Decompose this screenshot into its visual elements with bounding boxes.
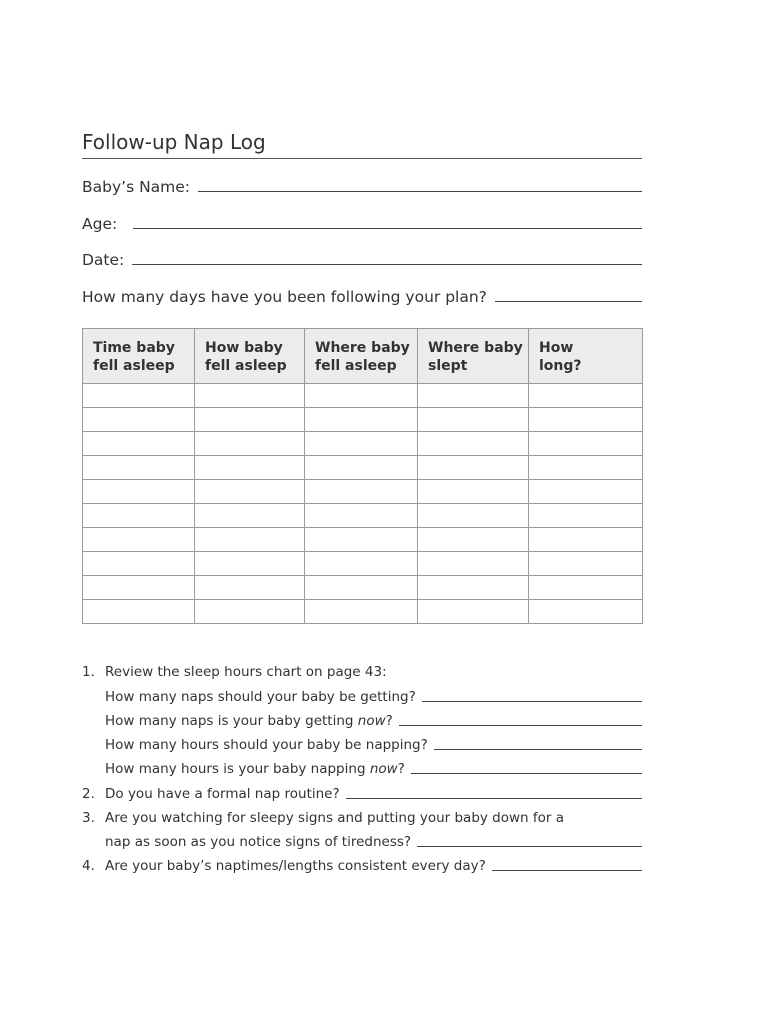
table-cell[interactable] bbox=[418, 408, 529, 432]
table-cell[interactable] bbox=[305, 456, 418, 480]
table-cell[interactable] bbox=[195, 504, 305, 528]
answer-line[interactable] bbox=[399, 724, 642, 726]
age-input-line[interactable] bbox=[133, 227, 642, 229]
answer-line[interactable] bbox=[346, 797, 642, 799]
answer-line[interactable] bbox=[492, 869, 642, 871]
header-how-fell-asleep: How baby fell asleep bbox=[195, 329, 305, 384]
table-cell[interactable] bbox=[305, 504, 418, 528]
question-text: How many naps is your baby getting now? bbox=[105, 713, 393, 729]
date-field bbox=[82, 251, 642, 269]
table-cell[interactable] bbox=[83, 504, 195, 528]
table-cell[interactable] bbox=[195, 432, 305, 456]
baby-name-input-line[interactable] bbox=[198, 190, 642, 192]
table-cell[interactable] bbox=[83, 384, 195, 408]
table-cell[interactable] bbox=[418, 456, 529, 480]
table-cell[interactable] bbox=[529, 576, 643, 600]
days-following-field bbox=[82, 288, 642, 306]
table-cell[interactable] bbox=[418, 528, 529, 552]
table-row bbox=[83, 528, 643, 552]
question-number: 1. bbox=[82, 664, 95, 680]
table-row bbox=[83, 456, 643, 480]
answer-line[interactable] bbox=[417, 845, 642, 847]
question-text: Review the sleep hours chart on page 43: bbox=[105, 664, 387, 680]
nap-log-table bbox=[82, 328, 643, 624]
table-cell[interactable] bbox=[195, 552, 305, 576]
header-how-long: How long? bbox=[529, 329, 643, 384]
table-cell[interactable] bbox=[195, 600, 305, 624]
header-where-slept: Where baby slept bbox=[418, 329, 529, 384]
header-where-fell-asleep: Where baby fell asleep bbox=[305, 329, 418, 384]
table-cell[interactable] bbox=[418, 576, 529, 600]
table-cell[interactable] bbox=[418, 432, 529, 456]
table-cell[interactable] bbox=[83, 552, 195, 576]
table-cell[interactable] bbox=[529, 528, 643, 552]
question-1d bbox=[82, 761, 642, 777]
table-cell[interactable] bbox=[305, 480, 418, 504]
days-following-label: How many days have you been following your plan? bbox=[82, 288, 487, 306]
question-1 bbox=[82, 664, 642, 680]
table-cell[interactable] bbox=[195, 408, 305, 432]
table-cell[interactable] bbox=[195, 384, 305, 408]
table-cell[interactable] bbox=[83, 432, 195, 456]
question-1b bbox=[82, 713, 642, 729]
days-following-input-line[interactable] bbox=[495, 300, 642, 302]
table-cell[interactable] bbox=[83, 456, 195, 480]
table-row bbox=[83, 504, 643, 528]
table-cell[interactable] bbox=[83, 528, 195, 552]
table-cell[interactable] bbox=[529, 504, 643, 528]
question-2 bbox=[82, 786, 642, 802]
table-cell[interactable] bbox=[529, 456, 643, 480]
table-cell[interactable] bbox=[83, 576, 195, 600]
answer-line[interactable] bbox=[434, 748, 642, 750]
age-field bbox=[82, 215, 642, 233]
table-cell[interactable] bbox=[529, 600, 643, 624]
table-cell[interactable] bbox=[195, 480, 305, 504]
table-cell[interactable] bbox=[195, 528, 305, 552]
nap-log-body bbox=[83, 384, 643, 624]
question-text: Are your baby’s naptimes/lengths consistent every day? bbox=[105, 858, 486, 874]
question-text: How many hours should your baby be napping? bbox=[105, 737, 428, 753]
table-cell[interactable] bbox=[305, 528, 418, 552]
age-label: Age: bbox=[82, 215, 118, 233]
table-cell[interactable] bbox=[529, 408, 643, 432]
table-cell[interactable] bbox=[418, 384, 529, 408]
question-text: Are you watching for sleepy signs and putting your baby down for a bbox=[105, 810, 565, 826]
baby-name-field bbox=[82, 178, 642, 196]
table-header-row bbox=[83, 329, 643, 384]
table-cell[interactable] bbox=[418, 480, 529, 504]
baby-name-label: Baby’s Name: bbox=[82, 178, 191, 196]
question-3 bbox=[82, 810, 642, 826]
table-row bbox=[83, 480, 643, 504]
question-text: nap as soon as you notice signs of tiredness? bbox=[105, 834, 412, 850]
question-text: Do you have a formal nap routine? bbox=[105, 786, 340, 802]
table-cell[interactable] bbox=[529, 552, 643, 576]
table-cell[interactable] bbox=[418, 600, 529, 624]
table-row bbox=[83, 432, 643, 456]
question-3-continued bbox=[82, 834, 642, 850]
table-cell[interactable] bbox=[529, 384, 643, 408]
table-cell[interactable] bbox=[305, 408, 418, 432]
table-cell[interactable] bbox=[418, 504, 529, 528]
question-1a bbox=[82, 689, 642, 705]
question-text: How many hours is your baby napping now? bbox=[105, 761, 405, 777]
question-number: 4. bbox=[82, 858, 95, 874]
date-label: Date: bbox=[82, 251, 125, 269]
table-cell[interactable] bbox=[83, 600, 195, 624]
answer-line[interactable] bbox=[411, 772, 642, 774]
table-cell[interactable] bbox=[83, 480, 195, 504]
table-cell[interactable] bbox=[195, 576, 305, 600]
question-text: How many naps should your baby be getting? bbox=[105, 689, 416, 705]
table-cell[interactable] bbox=[529, 432, 643, 456]
table-cell[interactable] bbox=[529, 480, 643, 504]
question-1c bbox=[82, 737, 642, 753]
table-row bbox=[83, 576, 643, 600]
table-cell[interactable] bbox=[418, 552, 529, 576]
answer-line[interactable] bbox=[422, 700, 642, 702]
page-title: Follow-up Nap Log bbox=[82, 130, 642, 159]
question-number: 2. bbox=[82, 786, 95, 802]
table-cell[interactable] bbox=[305, 552, 418, 576]
table-cell[interactable] bbox=[305, 384, 418, 408]
header-time-fell-asleep: Time baby fell asleep bbox=[83, 329, 195, 384]
table-row bbox=[83, 408, 643, 432]
table-cell[interactable] bbox=[305, 432, 418, 456]
table-cell[interactable] bbox=[305, 600, 418, 624]
table-cell[interactable] bbox=[83, 408, 195, 432]
date-input-line[interactable] bbox=[132, 263, 642, 265]
table-cell[interactable] bbox=[195, 456, 305, 480]
question-number: 3. bbox=[82, 810, 95, 826]
table-cell[interactable] bbox=[305, 576, 418, 600]
table-row bbox=[83, 600, 643, 624]
table-row bbox=[83, 384, 643, 408]
table-row bbox=[83, 552, 643, 576]
question-4 bbox=[82, 858, 642, 874]
